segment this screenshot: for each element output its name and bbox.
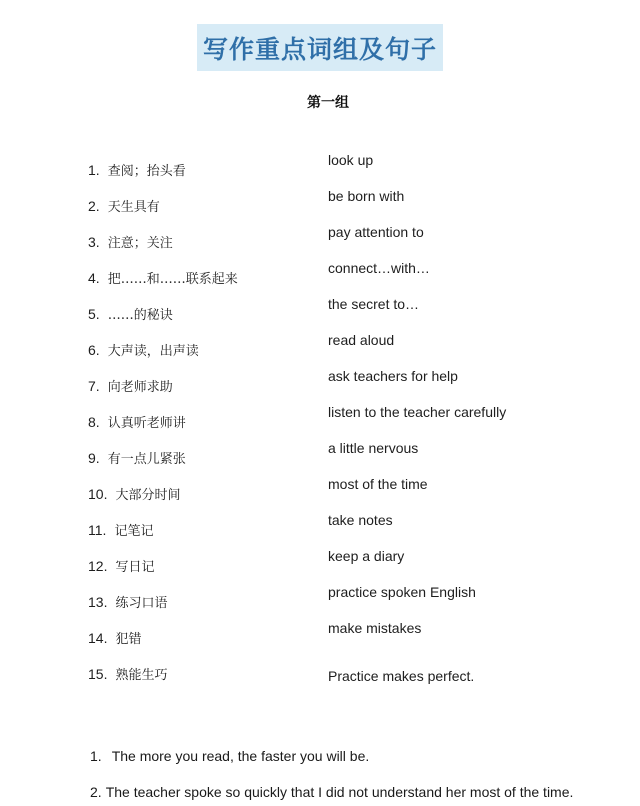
phrase-chinese <box>88 448 186 467</box>
phrase-row <box>0 330 640 366</box>
phrase-chinese-text: 把……和……联系起来 <box>107 272 238 287</box>
phrase-english: keep a diary <box>328 548 405 564</box>
sentence-text: The teacher spoke so quickly that I did not understand her most of the time. <box>105 784 574 800</box>
phrase-row <box>0 150 640 186</box>
phrase-number: 10. <box>88 486 108 502</box>
phrase-row <box>0 438 640 474</box>
phrase-english: be born with <box>328 188 405 204</box>
sentence-number: 2. <box>90 784 102 800</box>
phrase-english: Practice makes perfect. <box>328 668 475 684</box>
phrase-chinese <box>88 556 154 575</box>
phrase-row <box>0 294 640 330</box>
phrase-chinese <box>88 484 180 503</box>
phrase-number: 9. <box>88 450 100 466</box>
phrase-chinese-text: 记笔记 <box>114 524 154 539</box>
phrase-chinese <box>88 412 186 431</box>
page-title: 写作重点词组及句子 <box>197 24 443 71</box>
sentence-text: The more you read, the faster you will be. <box>111 748 370 764</box>
phrase-number: 12. <box>88 558 108 574</box>
phrase-row <box>0 402 640 438</box>
phrase-chinese-text: 写日记 <box>115 560 155 575</box>
phrase-row <box>0 222 640 258</box>
phrase-chinese-text: 向老师求助 <box>107 380 173 395</box>
phrase-chinese-text: 认真听老师讲 <box>107 416 186 431</box>
phrase-chinese <box>88 160 186 179</box>
phrase-number: 5. <box>88 306 100 322</box>
phrase-chinese-text: 熟能生巧 <box>115 668 168 683</box>
phrase-chinese <box>88 268 238 287</box>
phrase-row <box>0 258 640 294</box>
phrase-chinese-text: ……的秘诀 <box>107 308 173 323</box>
title-wrapper <box>0 24 640 71</box>
phrase-number: 1. <box>88 162 100 178</box>
phrase-english: take notes <box>328 512 393 528</box>
phrase-chinese <box>88 196 160 215</box>
phrase-chinese-text: 注意；关注 <box>107 236 173 251</box>
phrase-chinese <box>88 376 173 395</box>
phrase-row <box>0 618 640 654</box>
phrase-row <box>0 510 640 546</box>
phrase-number: 4. <box>88 270 100 286</box>
phrase-english: practice spoken English <box>328 584 476 600</box>
sentence-number: 1. <box>90 748 102 764</box>
phrase-row <box>0 474 640 510</box>
phrase-english: read aloud <box>328 332 395 348</box>
phrase-chinese <box>88 304 173 323</box>
phrase-english: make mistakes <box>328 620 422 636</box>
phrase-row <box>0 546 640 582</box>
phrase-number: 13. <box>88 594 108 610</box>
sentence-item <box>90 784 573 800</box>
phrase-number: 3. <box>88 234 100 250</box>
phrase-chinese-text: 天生具有 <box>107 200 160 215</box>
phrase-chinese-text: 查阅；抬头看 <box>107 164 186 179</box>
phrase-chinese-text: 练习口语 <box>115 596 168 611</box>
phrase-list <box>0 150 640 690</box>
phrase-number: 6. <box>88 342 100 358</box>
phrase-row <box>0 582 640 618</box>
sentence-item <box>90 748 369 764</box>
phrase-english: look up <box>328 152 374 168</box>
phrase-chinese <box>88 592 167 611</box>
phrase-chinese <box>88 340 199 359</box>
phrase-chinese-text: 犯错 <box>115 632 142 647</box>
phrase-number: 15. <box>88 666 108 682</box>
phrase-english: most of the time <box>328 476 428 492</box>
phrase-row <box>0 654 640 690</box>
phrase-number: 11. <box>88 522 107 538</box>
phrase-english: pay attention to <box>328 224 424 240</box>
phrase-row <box>0 186 640 222</box>
group-heading: 第一组 <box>307 95 349 111</box>
phrase-chinese-text: 大部分时间 <box>115 488 181 503</box>
phrase-english: listen to the teacher carefully <box>328 404 507 420</box>
phrase-chinese <box>88 664 167 683</box>
phrase-chinese <box>88 232 173 251</box>
phrase-chinese-text: 有一点儿紧张 <box>107 452 186 467</box>
phrase-chinese <box>88 520 153 539</box>
phrase-row <box>0 366 640 402</box>
phrase-english: a little nervous <box>328 440 419 456</box>
phrase-number: 14. <box>88 630 108 646</box>
phrase-english: ask teachers for help <box>328 368 458 384</box>
phrase-english: the secret to… <box>328 296 420 312</box>
phrase-number: 7. <box>88 378 100 394</box>
phrase-chinese-text: 大声读，出声读 <box>107 344 199 359</box>
phrase-chinese <box>88 628 141 647</box>
phrase-english: connect…with… <box>328 260 430 276</box>
phrase-number: 8. <box>88 414 100 430</box>
phrase-number: 2. <box>88 198 100 214</box>
